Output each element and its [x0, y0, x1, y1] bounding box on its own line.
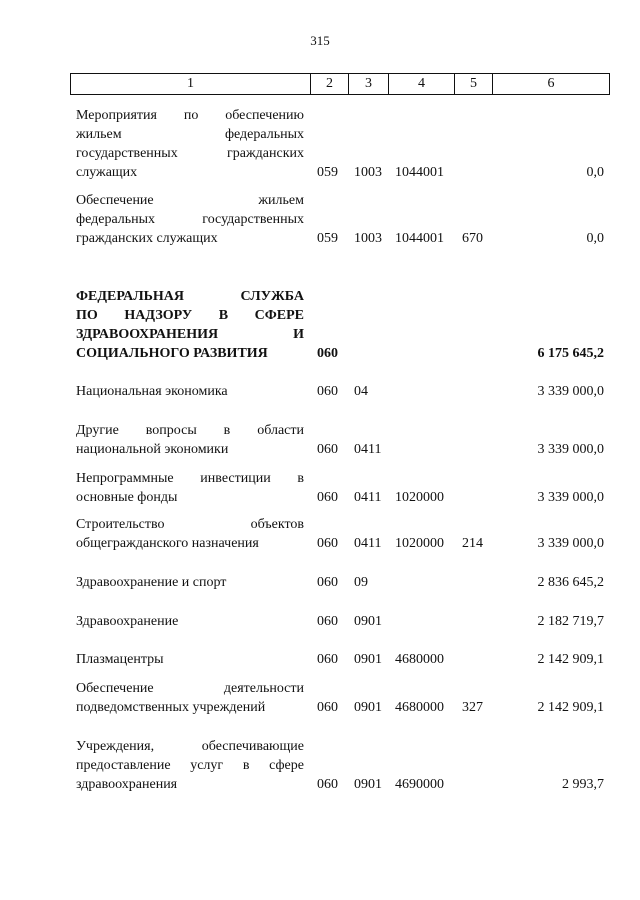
description-line: гражданских служащих: [76, 231, 218, 246]
description-line: служащих: [76, 165, 138, 180]
cell-c2: 060: [317, 575, 338, 590]
description-line: Строительство объектов: [76, 517, 304, 532]
description-line: Обеспечение деятельности: [76, 681, 304, 696]
description-line: Учреждения, обеспечивающие: [76, 739, 304, 754]
cell-c2: 060: [317, 490, 338, 505]
description-line: государственных гражданских: [76, 146, 304, 161]
cell-c3: 0901: [354, 700, 382, 715]
row-description: [76, 515, 304, 553]
cell-c6: 3 339 000,0: [537, 536, 604, 551]
cell-c2: 060: [317, 536, 338, 551]
description-line: подведомственных учреждений: [76, 700, 266, 715]
cell-c4: 1020000: [395, 536, 444, 551]
description-line: национальной экономики: [76, 442, 229, 457]
description-line: Национальная экономика: [76, 384, 228, 399]
cell-c2: 060: [317, 442, 338, 457]
description-line: основные фонды: [76, 490, 178, 505]
description-line: ПО НАДЗОРУ В СФЕРЕ: [76, 308, 304, 323]
table-row: [0, 382, 640, 401]
cell-c6: 3 339 000,0: [537, 384, 604, 399]
table-row: [0, 191, 640, 248]
cell-c3: 0411: [354, 442, 382, 457]
cell-c6: 2 836 645,2: [537, 575, 604, 590]
table-row: [0, 737, 640, 794]
cell-c2: 060: [317, 652, 338, 667]
header-col-6: 6: [493, 74, 610, 95]
description-line: ЗДРАВООХРАНЕНИЯ И: [76, 327, 304, 342]
cell-c2: 060: [317, 700, 338, 715]
row-description: [76, 650, 304, 669]
cell-c6: 2 142 909,1: [537, 652, 604, 667]
cell-c2: 060: [317, 777, 338, 792]
header-col-5: 5: [455, 74, 493, 95]
cell-c3: 09: [354, 575, 368, 590]
cell-c6: 2 182 719,7: [537, 614, 604, 629]
cell-c4: 1044001: [395, 231, 444, 246]
header-col-4: 4: [389, 74, 455, 95]
description-line: Обеспечение жильем: [76, 193, 304, 208]
cell-c6: 2 993,7: [562, 777, 604, 792]
description-line: Здравоохранение: [76, 614, 179, 629]
cell-c6: 2 142 909,1: [537, 700, 604, 715]
row-description: [76, 287, 304, 363]
cell-c3: 04: [354, 384, 368, 399]
description-line: Другие вопросы в области: [76, 423, 304, 438]
cell-c2: 060: [317, 614, 338, 629]
cell-c3: 0411: [354, 536, 382, 551]
cell-c5: 327: [462, 700, 483, 715]
table-row: [0, 421, 640, 459]
row-description: [76, 106, 304, 182]
cell-c6: 3 339 000,0: [537, 490, 604, 505]
description-line: жильем федеральных: [76, 127, 304, 142]
cell-c4: 4690000: [395, 777, 444, 792]
cell-c4: 4680000: [395, 652, 444, 667]
description-line: Плазмацентры: [76, 652, 164, 667]
cell-c6: 0,0: [586, 165, 604, 180]
table-row: [0, 469, 640, 507]
header-col-2: 2: [311, 74, 349, 95]
header-col-1: 1: [71, 74, 311, 95]
cell-c2: 060: [317, 346, 338, 361]
description-line: Здравоохранение и спорт: [76, 575, 227, 590]
description-line: ФЕДЕРАЛЬНАЯ СЛУЖБА: [76, 289, 304, 304]
cell-c6: 0,0: [586, 231, 604, 246]
cell-c4: 1020000: [395, 490, 444, 505]
row-description: [76, 191, 304, 248]
description-line: федеральных государственных: [76, 212, 304, 227]
cell-c4: 1044001: [395, 165, 444, 180]
header-col-3: 3: [349, 74, 389, 95]
row-description: [76, 612, 304, 631]
page-number: 315: [310, 33, 330, 48]
row-description: [76, 737, 304, 794]
description-line: Мероприятия по обеспечению: [76, 108, 304, 123]
cell-c5: 670: [462, 231, 483, 246]
cell-c5: 214: [462, 536, 483, 551]
table-row: [0, 515, 640, 553]
row-description: [76, 382, 304, 401]
row-description: [76, 469, 304, 507]
description-line: предоставление услуг в сфере: [76, 758, 304, 773]
description-line: общегражданского назначения: [76, 536, 259, 551]
row-description: [76, 573, 304, 592]
cell-c3: 1003: [354, 165, 382, 180]
row-description: [76, 679, 304, 717]
cell-c3: 1003: [354, 231, 382, 246]
table-row: [0, 650, 640, 669]
cell-c2: 059: [317, 165, 338, 180]
table-row: [0, 612, 640, 631]
cell-c6: 6 175 645,2: [537, 346, 604, 361]
table-row: [0, 287, 640, 363]
table-row: [0, 106, 640, 182]
table-row: [0, 679, 640, 717]
cell-c3: 0411: [354, 490, 382, 505]
description-line: Непрограммные инвестиции в: [76, 471, 304, 486]
cell-c3: 0901: [354, 652, 382, 667]
table-row: [0, 573, 640, 592]
cell-c4: 4680000: [395, 700, 444, 715]
cell-c2: 059: [317, 231, 338, 246]
cell-c6: 3 339 000,0: [537, 442, 604, 457]
cell-c3: 0901: [354, 777, 382, 792]
description-line: СОЦИАЛЬНОГО РАЗВИТИЯ: [76, 346, 268, 361]
cell-c3: 0901: [354, 614, 382, 629]
description-line: здравоохранения: [76, 777, 178, 792]
cell-c2: 060: [317, 384, 338, 399]
row-description: [76, 421, 304, 459]
